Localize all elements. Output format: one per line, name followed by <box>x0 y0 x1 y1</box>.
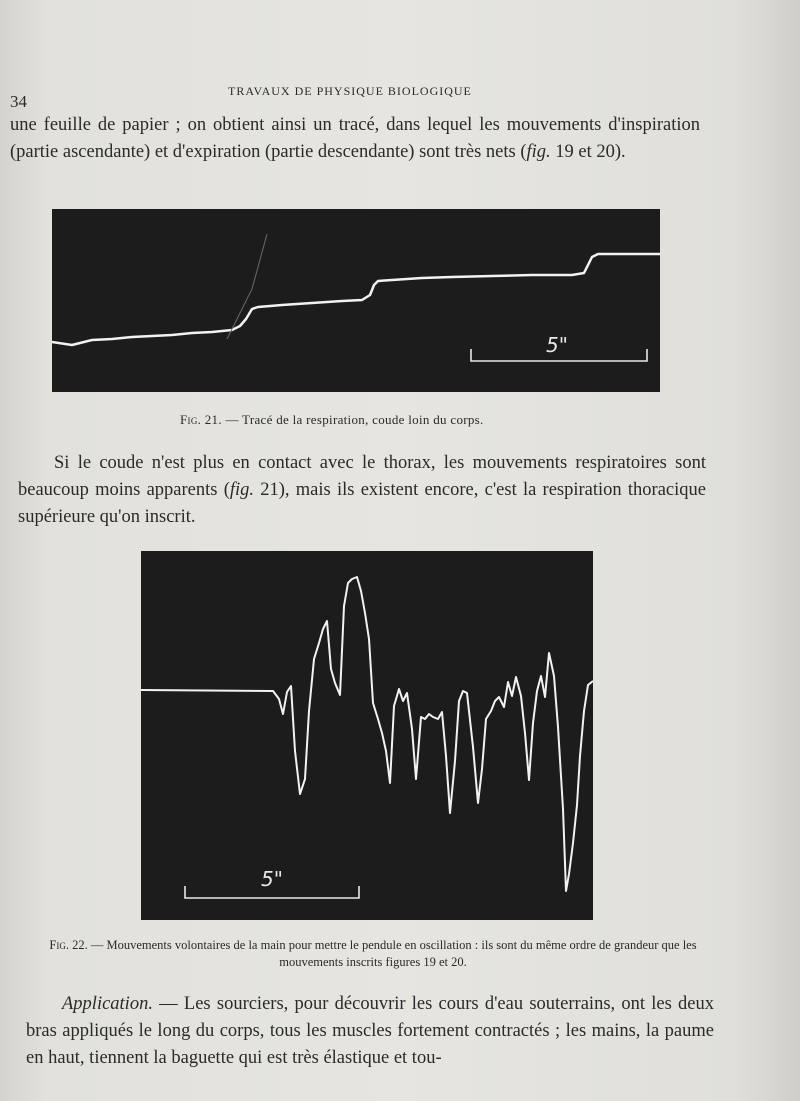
figure-22-plot <box>141 551 593 920</box>
section-lead: Application. <box>62 994 153 1014</box>
scale-label: 5" <box>546 333 568 357</box>
scale-label: 5" <box>261 867 283 891</box>
paragraph-text: — Les sourciers, pour découvrir les cours d'eau souterrains, ont les deux bras appliqués le long du corps, tous les muscles fortement contractés ; les mains, la paume en haut, tiennent la baguette qui est très élastique et tou- <box>26 994 714 1068</box>
figure-22-hand-movements-trace <box>141 551 593 920</box>
figure-21-caption <box>180 412 484 428</box>
caption-text: — Tracé de la respiration, coude loin du corps. <box>221 412 484 427</box>
caption-label: Fig. 21. <box>180 412 222 427</box>
hand-movement-trace-line <box>141 577 593 891</box>
caption-label: Fig. 22. <box>49 938 88 952</box>
page-number: 34 <box>10 92 27 111</box>
figure-21-respiration-trace <box>52 209 660 392</box>
figure-reference[interactable]: fig. <box>526 142 551 162</box>
paragraph-text-tail: 21), mais ils existent encore, c'est la respiration thoracique supérieure qu'on inscrit. <box>18 480 706 527</box>
paragraph-text-tail: 19 et 20). <box>550 142 626 162</box>
figure-21-plot <box>52 209 660 392</box>
paragraph-elbow <box>18 450 706 531</box>
caption-text: — Mouvements volontaires de la main pour mettre le pendule en oscillation : ils sont du même ordre de grandeur que les mouvements inscrits figures 19 et 20. <box>87 938 697 969</box>
paragraph-text: Si le coude n'est plus en contact avec le thorax, les mouvements respiratoires sont beaucoup moins apparents ( <box>18 453 706 500</box>
figure-22-caption <box>26 937 720 971</box>
paragraph-application <box>26 991 714 1072</box>
faint-scratch-line <box>227 234 267 339</box>
paragraph-text: une feuille de papier ; on obtient ainsi un tracé, dans lequel les mouvements d'inspiration (partie ascendante) et d'expiration (partie descendante) sont très nets ( <box>10 115 700 162</box>
respiration-trace-line <box>52 254 660 345</box>
figure-reference[interactable]: fig. <box>229 480 255 500</box>
running-head: TRAVAUX DE PHYSIQUE BIOLOGIQUE <box>228 84 472 98</box>
paragraph-respiration-trace <box>10 112 700 166</box>
